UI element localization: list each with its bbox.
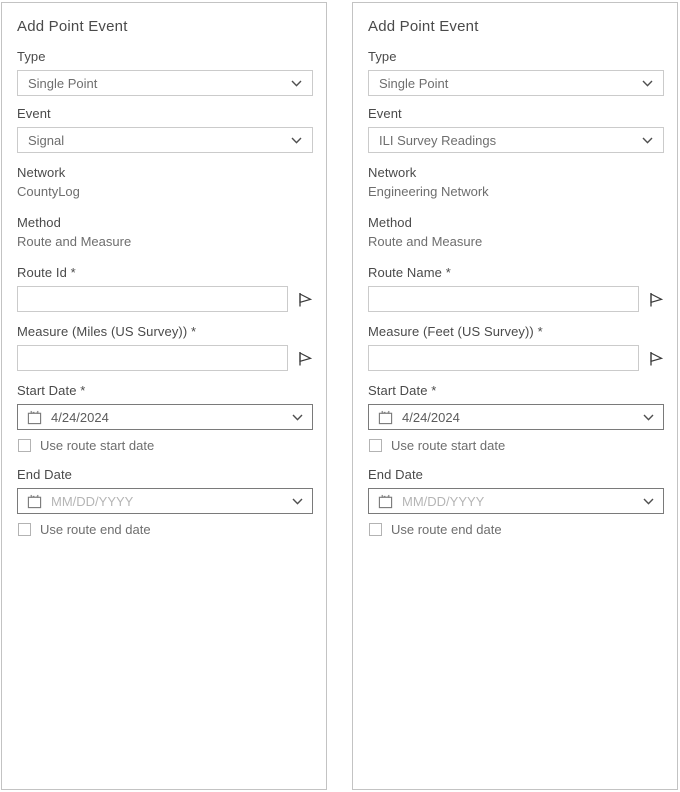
network-value: CountyLog <box>17 184 80 199</box>
use-route-end-checkbox[interactable] <box>18 523 31 536</box>
panel-title: Add Point Event <box>368 18 479 35</box>
use-route-end-row <box>369 522 664 537</box>
use-route-start-row <box>18 438 313 453</box>
network-value: Engineering Network <box>368 184 489 199</box>
type-select[interactable] <box>17 70 313 96</box>
method-value: Route and Measure <box>17 234 132 249</box>
start-date-value: 4/24/2024 <box>51 409 109 425</box>
method-label: Method <box>17 215 61 230</box>
use-route-end-label: Use route end date <box>391 522 502 537</box>
add-point-event-panel-left <box>1 2 327 790</box>
type-select-value: Single Point <box>28 75 98 91</box>
event-select-value: ILI Survey Readings <box>379 132 497 148</box>
use-route-start-label: Use route start date <box>391 438 506 453</box>
start-date-select[interactable] <box>17 404 313 430</box>
chevron-down-icon <box>291 80 302 87</box>
calendar-icon <box>378 494 393 509</box>
event-select-value: Signal <box>28 132 65 148</box>
route-name-row <box>368 286 664 312</box>
calendar-icon <box>27 494 42 509</box>
calendar-icon <box>378 410 393 425</box>
chevron-down-icon <box>292 498 303 505</box>
panel-title: Add Point Event <box>17 18 128 35</box>
type-select[interactable] <box>368 70 664 96</box>
route-picker-icon[interactable] <box>295 290 313 308</box>
event-select[interactable] <box>17 127 313 153</box>
start-date-label: Start Date * <box>17 383 86 398</box>
use-route-start-row <box>369 438 664 453</box>
calendar-icon <box>27 410 42 425</box>
end-date-select[interactable] <box>368 488 664 514</box>
event-label: Event <box>368 106 402 121</box>
use-route-end-row <box>18 522 313 537</box>
measure-row <box>17 345 313 371</box>
measure-row <box>368 345 664 371</box>
chevron-down-icon <box>643 414 654 421</box>
route-picker-icon[interactable] <box>646 290 664 308</box>
chevron-down-icon <box>643 498 654 505</box>
chevron-down-icon <box>642 137 653 144</box>
measure-label: Measure (Feet (US Survey)) * <box>368 324 543 339</box>
route-name-label: Route Name * <box>368 265 451 280</box>
route-name-input[interactable] <box>368 286 639 312</box>
end-date-placeholder: MM/DD/YYYY <box>402 493 485 509</box>
use-route-end-label: Use route end date <box>40 522 151 537</box>
type-label: Type <box>17 49 46 64</box>
event-label: Event <box>17 106 51 121</box>
event-select[interactable] <box>368 127 664 153</box>
network-label: Network <box>368 165 417 180</box>
start-date-value: 4/24/2024 <box>402 409 460 425</box>
type-label: Type <box>368 49 397 64</box>
use-route-start-label: Use route start date <box>40 438 155 453</box>
method-label: Method <box>368 215 412 230</box>
chevron-down-icon <box>291 137 302 144</box>
end-date-label: End Date <box>368 467 424 482</box>
start-date-select[interactable] <box>368 404 664 430</box>
route-id-label: Route Id * <box>17 265 76 280</box>
chevron-down-icon <box>292 414 303 421</box>
method-value: Route and Measure <box>368 234 483 249</box>
measure-input[interactable] <box>17 345 288 371</box>
measure-picker-icon[interactable] <box>295 349 313 367</box>
route-id-input[interactable] <box>17 286 288 312</box>
use-route-start-checkbox[interactable] <box>369 439 382 452</box>
use-route-end-checkbox[interactable] <box>369 523 382 536</box>
route-id-row <box>17 286 313 312</box>
end-date-placeholder: MM/DD/YYYY <box>51 493 134 509</box>
type-select-value: Single Point <box>379 75 449 91</box>
end-date-label: End Date <box>17 467 73 482</box>
measure-picker-icon[interactable] <box>646 349 664 367</box>
measure-input[interactable] <box>368 345 639 371</box>
measure-label: Measure (Miles (US Survey)) * <box>17 324 197 339</box>
start-date-label: Start Date * <box>368 383 437 398</box>
network-label: Network <box>17 165 66 180</box>
use-route-start-checkbox[interactable] <box>18 439 31 452</box>
chevron-down-icon <box>642 80 653 87</box>
end-date-select[interactable] <box>17 488 313 514</box>
add-point-event-panel-right <box>352 2 678 790</box>
